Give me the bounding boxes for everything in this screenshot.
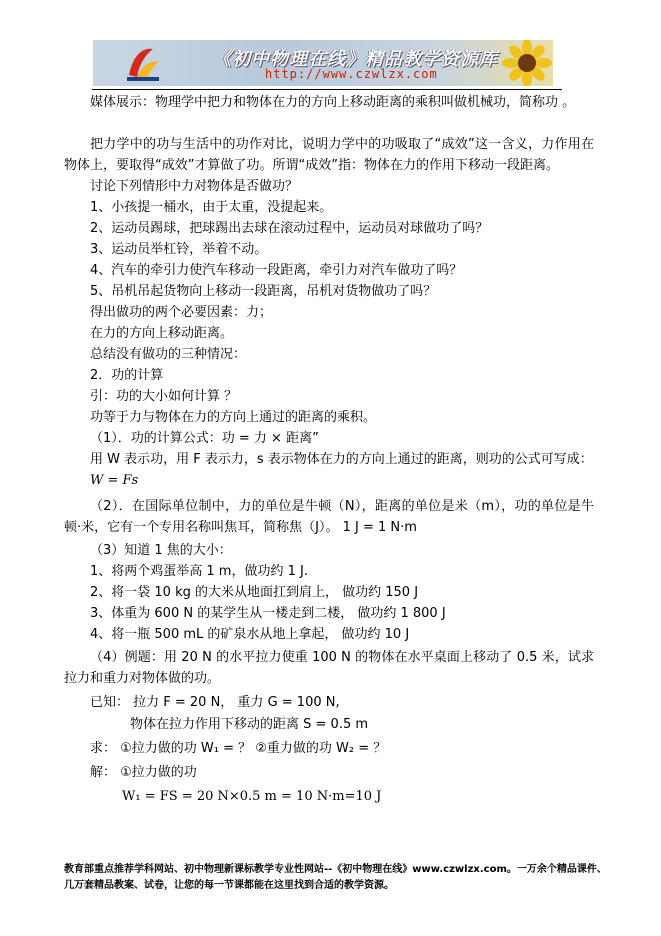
list-item: 1、将两个鸡蛋举高 1 m，做功约 1 J. [90, 564, 308, 579]
list-item: 1、小孩提一桶水，由于太重，没提起来。 [90, 200, 333, 215]
footer-line-1: 教育部重点推荐学科网站、初中物理新课标教学专业性网站--《初中物理在线》www.czwlzx.com。一万余个精品课件、 [64, 864, 607, 875]
banner-title: 《初中物理在线》精品教学资源库 [213, 49, 498, 70]
logo-icon [123, 45, 163, 83]
header-rule [92, 89, 562, 90]
paragraph-definition: 功等于力与物体在力的方向上通过的距离的乘积。 [90, 410, 377, 425]
banner-url: http://www.czwlzx.com [265, 67, 438, 81]
paragraph-distance: 在力的方向上移动距离。 [90, 326, 234, 341]
list-item: 2、将一袋 10 kg 的大米从地面扛到肩上， 做功约 150 J [90, 585, 419, 600]
paragraph-media: 媒体展示：物理学中把力和物体在力的方向上移动距离的乘积叫做机械功，简称功 。 [90, 95, 576, 110]
paragraph-comparison: 把力学中的功与生活中的功作对比，说明力学中的功吸取了“成效”这一含义，力作用在物体上，要取得“成效”才算做了功。所谓“成效”指：物体在力的作用下移动一段距离。 [64, 137, 594, 173]
list-item: 3、体重为 600 N 的某学生从一楼走到二楼， 做功约 1 800 J [90, 606, 446, 621]
known-line-2: 物体在拉力作用下移动的距离 S = 0.5 m [130, 717, 369, 732]
known-line-1: 已知： 拉力 F = 20 N， 重力 G = 100 N, [90, 695, 340, 710]
list-item: 4、将一瓶 500 mL 的矿泉水从地上拿起， 做功约 10 J [90, 627, 410, 642]
list-item: 5、吊机吊起货物向上移动一段距离，吊机对货物做功了吗？ [90, 284, 437, 299]
section-heading: 2．功的计算 [90, 368, 164, 383]
paragraph-symbols: 用 W 表示功，用 F 表示力，s 表示物体在力的方向上通过的距离，则功的公式可写成： [90, 452, 593, 467]
solution-line-2: W₁ = FS = 20 N×0.5 m = 10 N·m=10 J [122, 789, 382, 804]
sunflower-icon [501, 40, 553, 86]
question-line: 求： ①拉力做的功 W₁ = ？ ②重力做的功 W₂ = ？ [90, 741, 387, 756]
paragraph-units: （2）．在国际单位制中，力的单位是牛顿（N），距离的单位是米（m），功的单位是牛顿·米，它有一个专用名称叫焦耳，简称焦（J）。 1 J = 1 N·m [64, 499, 594, 535]
formula-heading: （1）．功的计算公式：功 = 力 × 距离” [90, 431, 319, 446]
solution-line-1: 解： ①拉力做的功 [90, 765, 197, 780]
list-item: 2、运动员踢球，把球踢出去球在滚动过程中，运动员对球做功了吗？ [90, 221, 489, 236]
footer-line-2: 几万套精品教案、试卷，让您的每一节课都能在这里找到合适的教学资源。 [64, 880, 394, 891]
paragraph-summary: 总结没有做功的三种情况： [90, 347, 247, 362]
paragraph-factors: 得出做功的两个必要因素：力； [90, 305, 273, 320]
paragraph-intro: 引：功的大小如何计算 ？ [90, 389, 238, 404]
footer [64, 862, 607, 894]
paragraph-joule: （3）知道 1 焦的大小： [90, 543, 232, 558]
list-item: 4、汽车的牵引力使汽车移动一段距离，牵引力对汽车做功了吗？ [90, 263, 463, 278]
header-banner [93, 40, 553, 86]
formula: W = Fs [90, 473, 139, 488]
paragraph-example: （4）例题：用 20 N 的水平拉力使重 100 N 的物体在水平桌面上移动了 0.5 米，试求拉力和重力对物体做的功。 [64, 650, 594, 686]
paragraph-discussion: 讨论下列情形中力对物体是否做功？ [90, 179, 299, 194]
list-item: 3、运动员举杠铃，举着不动。 [90, 242, 268, 257]
